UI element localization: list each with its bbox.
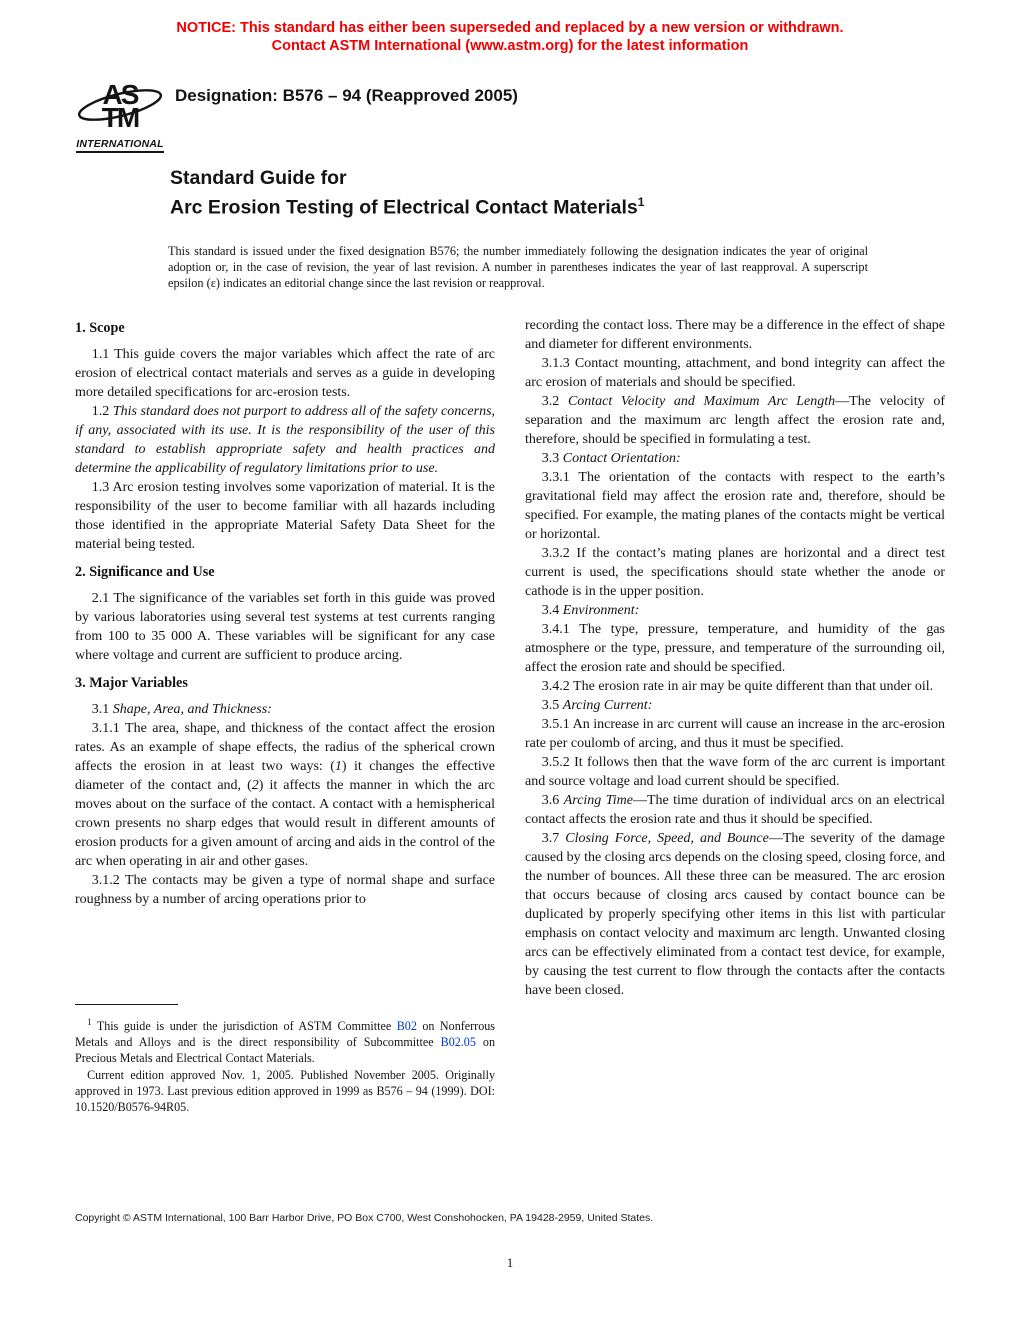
- paragraph-3-1-2-continued: recording the contact loss. There may be a difference in the effect of shape and diameter for different environments.: [525, 318, 945, 352]
- copyright-line: Copyright © ASTM International, 100 Barr Harbor Drive, PO Box C700, West Conshohocken, PA 19428-2959, United States.: [75, 1212, 654, 1224]
- footnote-separator: [75, 1004, 178, 1005]
- paragraph-3-5: 3.5 Arcing Current:: [541, 698, 653, 713]
- title-line-2: Arc Erosion Testing of Electrical Contact Materials$^1$: [170, 195, 645, 219]
- committee-link-b02[interactable]: B02: [396, 1019, 417, 1034]
- page-number: 1: [506, 1255, 514, 1270]
- paragraph-1-3: 1.3 Arc erosion testing involves some vaporization of material. It is the responsibility of the user to become familiar with all hazards including those identified in the appropriate Material Safety Data Sheet for the material being tested.: [75, 480, 496, 552]
- paragraph-3-4-2: 3.4.2 The erosion rate in air may be quite different than that under oil.: [541, 679, 934, 694]
- svg-text:TM: TM: [101, 102, 139, 133]
- subcommittee-link-b02-05[interactable]: B02.05: [440, 1035, 476, 1050]
- footnote-block: [75, 1004, 495, 1115]
- paragraph-3-3-2: 3.3.2 If the contact’s mating planes are horizontal and a direct test current is used, the specifications should state whether the anode or cathode is in the upper position.: [525, 546, 946, 599]
- astm-logo: [72, 74, 168, 153]
- designation-text: Designation: B576 – 94 (Reapproved 2005): [175, 86, 518, 105]
- paragraph-3-3-1: 3.3.1 The orientation of the contacts with respect to the earth’s gravitational field may affect the erosion rate and, therefore, should be specified. For example, the mating planes of the contacts might be vertical or horizontal.: [525, 470, 946, 542]
- paragraph-3-7: 3.7 Closing Force, Speed, and Bounce—The severity of the damage caused by the closing arcs depends on the closing speed, closing force, and the number of bounces. All these three can be measured. The arc erosion that occurs because of closing arcs caused by contact bounce can be duplicated by properly specifying other items in this list with particular emphasis on contact velocity and maximum arc length. Unwanted closing arcs can be effectively eliminated from a contact test device, for example, by causing the test current to flow through the contacts after the contacts have been closed.: [525, 831, 945, 998]
- paragraph-3-1-3: 3.1.3 Contact mounting, attachment, and bond integrity can affect the arc erosion of materials and should be specified.: [525, 356, 945, 390]
- logo-international-label: INTERNATIONAL: [76, 138, 164, 153]
- paragraph-3-4: 3.4 Environment:: [541, 603, 640, 618]
- notice-line-1: NOTICE: This standard has either been superseded and replaced by a new version or withdrawn.: [176, 20, 844, 36]
- paragraph-1-2: 1.2 This standard does not purport to address all of the safety concerns, if any, associated with its use. It is the responsibility of the user of this standard to establish appropriate safety and health practices and determine the applicability of regulatory limitations prior to use.: [75, 404, 496, 476]
- footnote-jurisdiction: $^1$ This guide is under the jurisdiction of ASTM Committee B02 on Nonferrous Metals and Alloys and is the direct responsibility of Subcommittee B02.05 on Precious Metals and Electrical Contact Materials.: [75, 1017, 496, 1066]
- paragraph-3-1-2: 3.1.2 The contacts may be given a type of normal shape and surface roughness by a number of arcing operations prior to: [75, 873, 495, 907]
- superseded-notice-banner: [0, 20, 1020, 55]
- paragraph-3-4-1: 3.4.1 The type, pressure, temperature, and humidity of the gas atmosphere or the type, pressure, and temperature of the surrounding oil, affect the erosion rate and should be specified.: [525, 622, 945, 675]
- issuance-note: This standard is issued under the fixed designation B576; the number immediately following the designation indicates the year of original adoption or, in the case of revision, the year of last revision. A number in parentheses indicates the year of last reapproval. A superscript epsilon (ε) indicates an editorial change since the last revision or reapproval.: [168, 244, 868, 291]
- section-heading-significance: 2. Significance and Use: [75, 564, 215, 580]
- svg-text:AS: AS: [102, 79, 138, 110]
- section-heading-major-variables: 3. Major Variables: [75, 675, 188, 691]
- paragraph-3-5-1: 3.5.1 An increase in arc current will cause an increase in the arc-erosion rate per coulomb of arcing, and thus it must be specified.: [525, 717, 946, 751]
- section-heading-scope: 1. Scope: [75, 320, 125, 336]
- document-title: [170, 166, 644, 220]
- paragraph-3-3: 3.3 Contact Orientation:: [541, 451, 681, 466]
- paragraph-2-1: 2.1 The significance of the variables set forth in this guide was proved by various laboratories using several test systems at test currents ranging from 100 to 35 000 A. These variables will be significant for any case where voltage and current are sufficient to produce arcing.: [75, 591, 495, 663]
- paragraph-3-1-1: 3.1.1 The area, shape, and thickness of the contact affect the erosion rates. As an example of shape effects, the radius of the spherical crown affects the erosion in at least two ways: (1) it changes the effective diameter of the contact and, (2) it affects the manner in which the arc moves about on the surface of the contact. A contact with a hemispherical crown presents no sharp edges that would result in different amounts of erosion products for a given amount of arcing and aids in the control of the arc when operating in air and other gases.: [75, 721, 496, 869]
- title-footnote-ref: 1: [637, 195, 645, 209]
- title-line-1: Standard Guide for: [170, 167, 347, 189]
- paragraph-3-2: 3.2 Contact Velocity and Maximum Arc Length—The velocity of separation and the maximum arc length affect the erosion rate and, therefore, should be specified in formulating a test.: [525, 394, 945, 447]
- paragraph-1-1: 1.1 This guide covers the major variables which affect the rate of arc erosion of electrical contact materials and serves as a guide in developing more detailed specifications for arc-erosion tests.: [75, 347, 495, 400]
- footnote-edition: Current edition approved Nov. 1, 2005. Published November 2005. Originally approved in 1973. Last previous edition approved in 1999 as B576 – 94 (1999). DOI: 10.1520/B0576-94R05.: [75, 1067, 495, 1115]
- column-right: [525, 316, 945, 1000]
- paragraph-3-5-2: 3.5.2 It follows then that the wave form of the arc current is important and source voltage and load current should be specified.: [525, 755, 945, 789]
- paragraph-3-6: 3.6 Arcing Time—The time duration of individual arcs on an electrical contact affects the erosion rate and thus it should be specified.: [525, 793, 946, 827]
- astm-globe-icon: [72, 74, 168, 134]
- notice-line-2: Contact ASTM International (www.astm.org) for the latest information: [271, 37, 749, 54]
- column-left: [75, 316, 495, 1000]
- paragraph-3-1: 3.1 Shape, Area, and Thickness:: [91, 702, 272, 717]
- body-columns: [75, 316, 945, 1000]
